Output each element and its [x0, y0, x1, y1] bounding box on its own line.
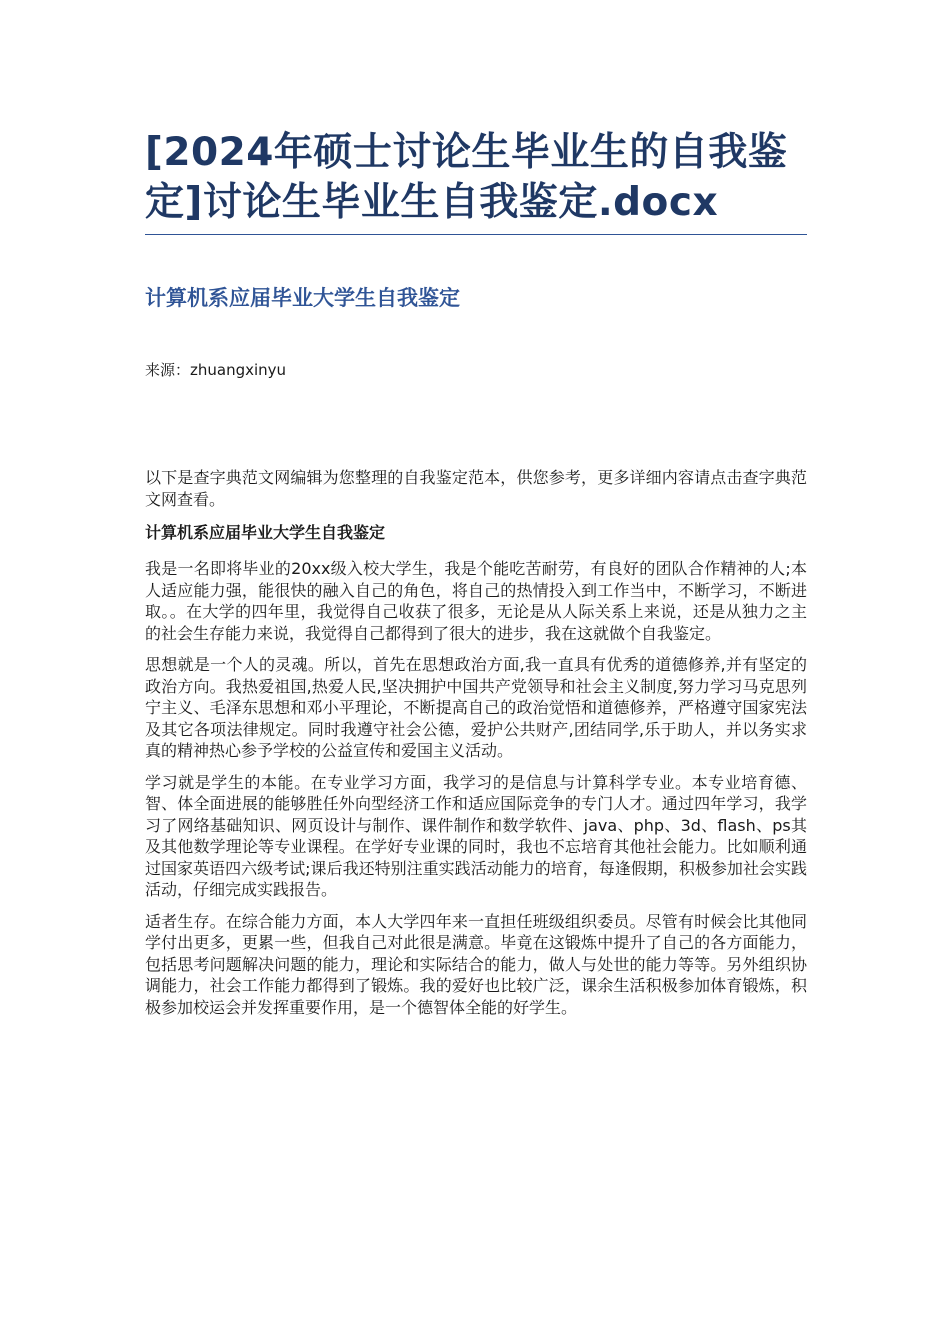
sub-heading: 计算机系应届毕业大学生自我鉴定	[145, 523, 386, 542]
body-content	[145, 467, 807, 1018]
body-paragraph: 思想就是一个人的灵魂。所以，首先在思想政治方面,我一直具有优秀的道德修养,并有坚定的政治方向。我热爱祖国,热爱人民,坚决拥护中国共产党领导和社会主义制度,努力学习马克思列宁主义、毛泽东思想和邓小平理论，不断提高自己的政治觉悟和道德修养，严格遵守国家宪法及其它各项法律规定。同时我遵守社会公德，爱护公共财产,团结同学,乐于助人，并以务实求真的精神热心参予学校的公益宣传和爱国主义活动。	[145, 655, 807, 760]
source-value: zhuangxinyu	[190, 361, 287, 379]
source-label: 来源：	[145, 361, 191, 379]
section-heading: 计算机系应届毕业大学生自我鉴定	[145, 286, 460, 310]
document-title: [2024年硕士讨论生毕业生的自我鉴定]讨论生毕业生自我鉴定.docx	[145, 130, 788, 225]
body-paragraph: 适者生存。在综合能力方面，本人大学四年来一直担任班级组织委员。尽管有时候会比其他同学付出更多，更累一些，但我自己对此很是满意。毕竟在这锻炼中提升了自己的各方面能力，包括思考问题解决问题的能力，理论和实际结合的能力，做人与处世的能力等等。另外组织协调能力，社会工作能力都得到了锻炼。我的爱好也比较广泛，课余生活积极参加体育锻炼，积极参加校运会并发挥重要作用，是一个德智体全能的好学生。	[145, 911, 807, 1017]
intro-paragraph: 以下是查字典范文网编辑为您整理的自我鉴定范本，供您参考，更多详细内容请点击查字典范文网查看。	[145, 468, 807, 509]
document-page	[145, 128, 807, 1028]
body-paragraph: 我是一名即将毕业的20xx级入校大学生，我是个能吃苦耐劳，有良好的团队合作精神的人;本人适应能力强，能很快的融入自己的角色，将自己的热情投入到工作当中，不断学习，不断进取。。在大学的四年里，我觉得自己收获了很多，无论是从人际关系上来说，还是从独力之主的社会生存能力来说，我觉得自己都得到了很大的进步，我在这就做个自我鉴定。	[145, 559, 807, 643]
source-line	[145, 359, 807, 381]
body-paragraph: 学习就是学生的本能。在专业学习方面，我学习的是信息与计算科学专业。本专业培育德、智、体全面进展的能够胜任外向型经济工作和适应国际竞争的专门人才。通过四年学习，我学习了网络基础知识、网页设计与制作、课件制作和数学软件、java、php、3d、flash、ps其及其他数学理论等专业课程。在学好专业课的同时，我也不忘培育其他社会能力。比如顺利通过国家英语四六级考试;课后我还特别注重实践活动能力的培育，每逢假期，积极参加社会实践活动，仔细完成实践报告。	[145, 772, 807, 899]
title-divider	[145, 234, 807, 235]
